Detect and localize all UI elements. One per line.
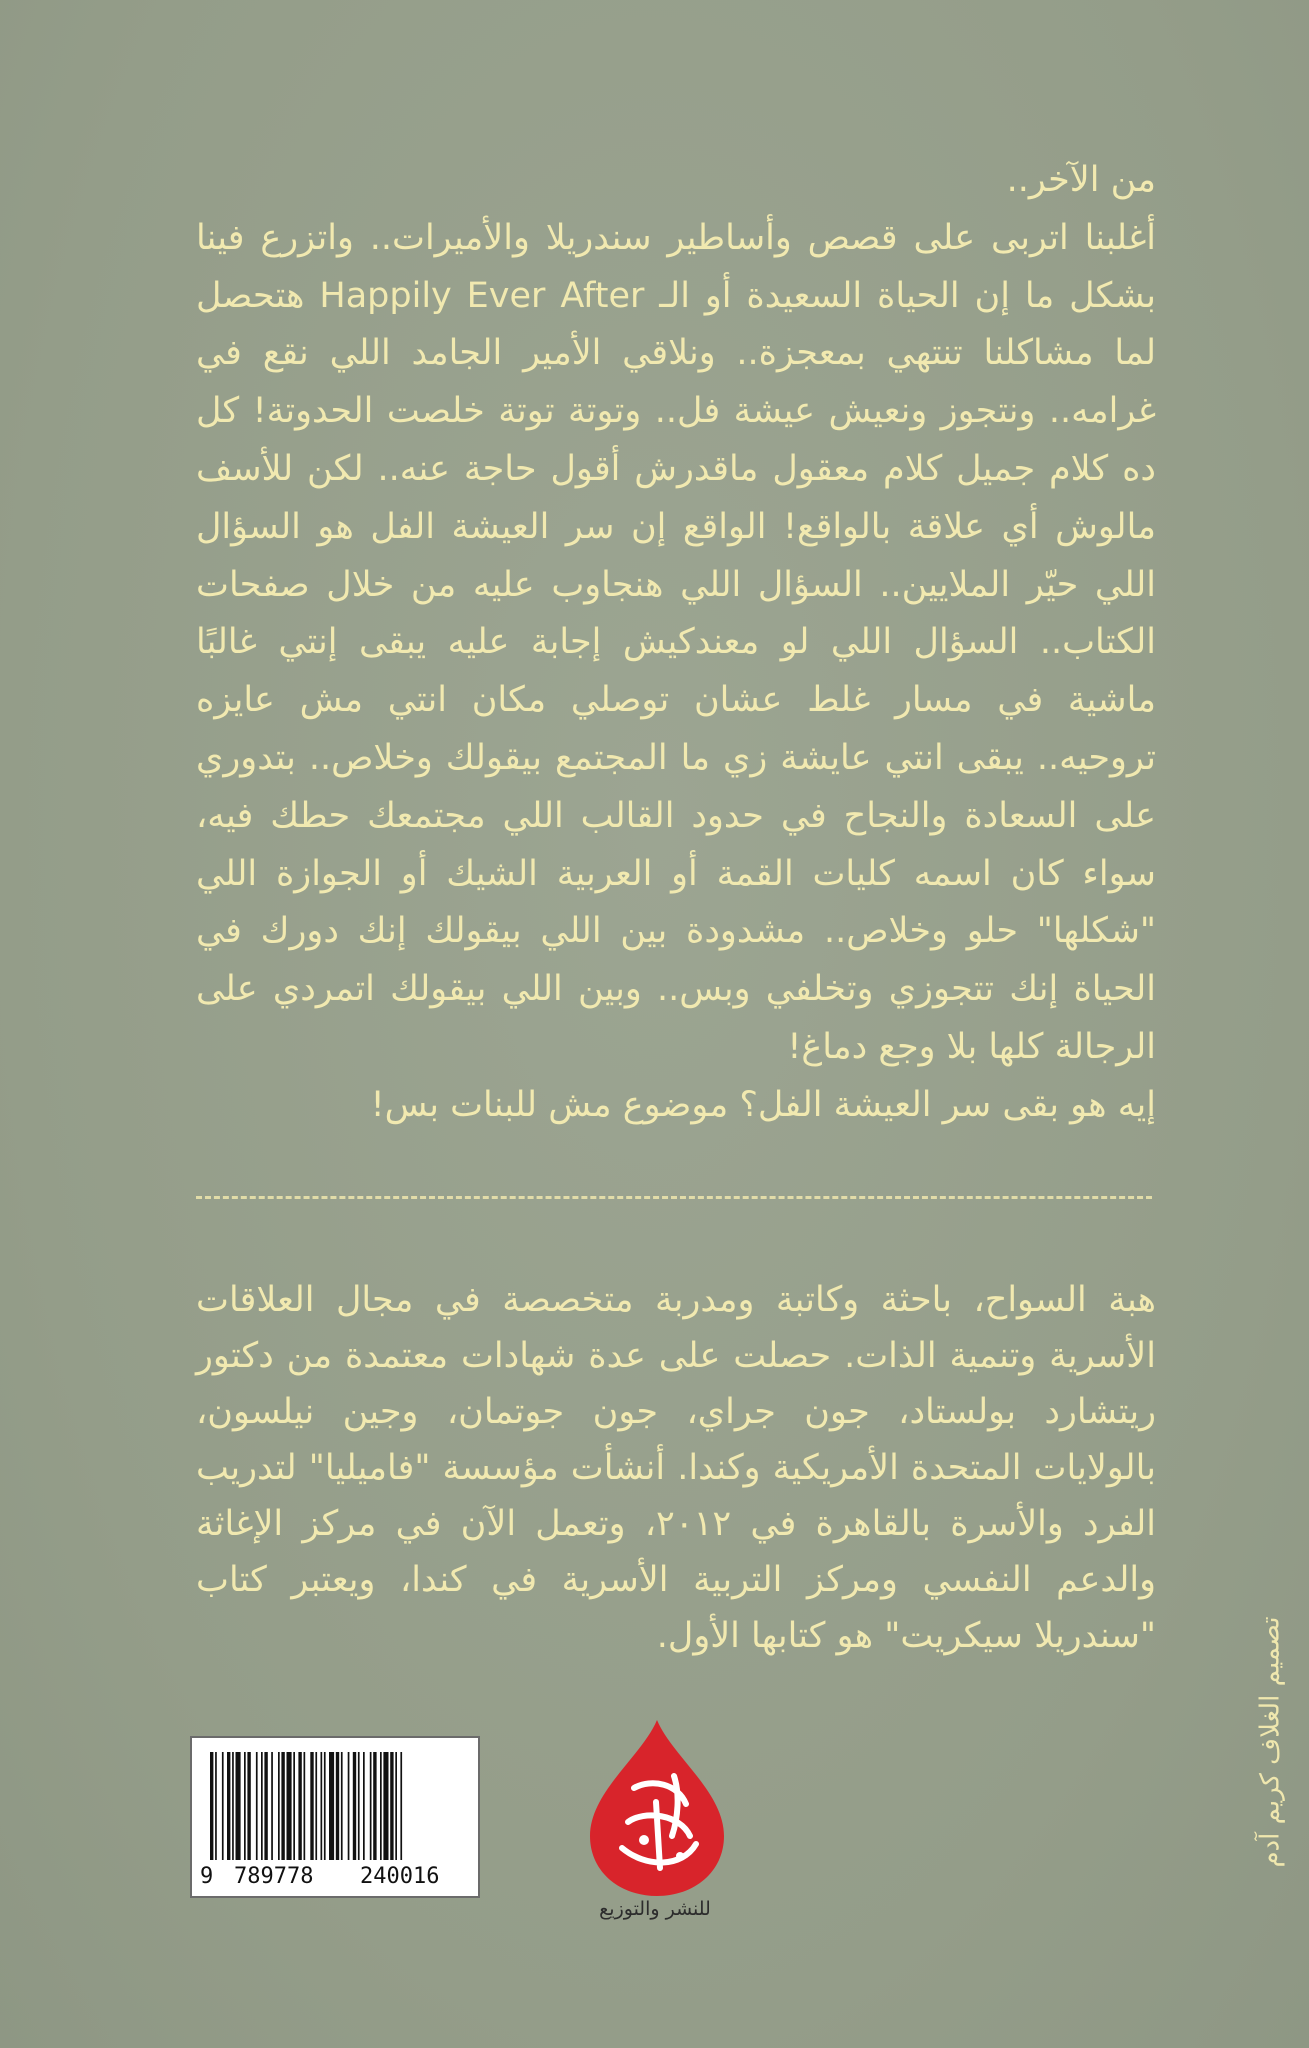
barcode-bar [321, 1752, 323, 1860]
barcode-bar [264, 1752, 267, 1860]
barcode-bars [208, 1752, 464, 1860]
cover-design-credit-text: تصميم الغلاف كريم آدم [1256, 1616, 1287, 1868]
publisher-tagline: للنشر والتوزيع [599, 1898, 711, 1920]
barcode-digit-first: 9 [200, 1864, 214, 1889]
author-bio: هبة السواح، باحثة وكاتبة ومدربة متخصصة في مجال العلاقات الأسرية وتنمية الذات. حصلت على عدة شهادات معتمدة من دكتور ريتشارد بولستاد، جون جراي، جون جوتمان، وجين نيلسون، بالولايات المتحدة الأمريكية وكندا. أنشأت مؤسسة "فاميليا" لتدريب الفرد والأسرة بالقاهرة في ٢٠١٢، وتعمل الآن في مركز الإغاثة والدعم النفسي ومركز التربية الأسرية في كندا، ويعتبر كتاب "سندريلا سيكريت" هو كتابها الأول. [196, 1280, 1156, 1656]
barcode-bar [336, 1752, 339, 1860]
barcode-bar [373, 1752, 376, 1860]
barcode-bar [341, 1752, 343, 1860]
barcode-bar [310, 1752, 313, 1860]
barcode-bar [358, 1752, 360, 1860]
barcode-bar [261, 1752, 263, 1860]
barcode-bar [370, 1752, 372, 1860]
barcode-bar [281, 1752, 284, 1860]
barcode-bar [271, 1752, 273, 1860]
barcode-bar [380, 1752, 382, 1860]
barcode-bar [348, 1752, 350, 1860]
barcode-bar [395, 1752, 397, 1860]
barcode-bar [247, 1752, 250, 1860]
logo-dot [639, 1835, 649, 1845]
dashed-divider [196, 1196, 1152, 1199]
barcode-bar [222, 1752, 224, 1860]
barcode-bar [363, 1752, 365, 1860]
barcode-bar [304, 1752, 306, 1860]
blurb-paragraph-closing: إيه هو بقى سر العيشة الفل؟ موضوع مش للبنات بس! [370, 1084, 1156, 1125]
barcode-digits-right: 240016 [360, 1864, 440, 1889]
barcode-bar [256, 1752, 258, 1860]
barcode-bar [215, 1752, 217, 1860]
barcode-bar [298, 1752, 301, 1860]
barcode-bar [227, 1752, 230, 1860]
publisher-logo [582, 1718, 732, 1898]
barcode-bar [390, 1752, 393, 1860]
barcode-bar [329, 1752, 334, 1860]
barcode-bar [278, 1752, 280, 1860]
barcode-bar [244, 1752, 246, 1860]
cover-design-credit [1253, 1592, 1289, 1892]
barcode-bar [293, 1752, 295, 1860]
barcode-bar [353, 1752, 356, 1860]
barcode-bar [383, 1752, 388, 1860]
blurb-paragraph-body: أغلبنا اتربى على قصص وأساطير سندريلا والأميرات.. واتزرع فينا بشكل ما إن الحياة السعيدة أو الـ Happily Ever After هتحصل لما مشاكلنا تنتهي بمعجزة.. ونلاقي الأمير الجامد اللي نقع في غرامه.. ونتجوز ونعيش عيشة فل.. وتوتة توتة خلصت الحدوتة! كل ده كلام جميل كلام معقول ماقدرش أقول حاجة عنه.. لكن للأسف مالوش أي علاقة بالواقع! الواقع إن سر العيشة الفل هو السؤال اللي حيّر الملايين.. السؤال اللي هنجاوب عليه من خلال صفحات الكتاب.. السؤال اللي لو معندكيش إجابة عليه يبقى إنتي غالبًا ماشية في مسار غلط عشان توصلي مكان انتي مش عايزه تروحيه.. يبقى انتي عايشة زي ما المجتمع بيقولك وخلاص.. بتدوري على السعادة والنجاح في حدود القالب اللي مجتمعك حطك فيه، سواء كان اسمه كليات القمة أو العربية الشيك أو الجوازة اللي "شكلها" حلو وخلاص.. مشدودة بين اللي بيقولك إنك دورك في الحياة إنك تتجوزي وتخلفي وبس.. وبين اللي بيقولك اتمردي على الرجالة كلها بلا وجع دماغ! [196, 217, 1156, 1067]
blurb-text [196, 152, 1156, 1135]
blurb-paragraph-intro: من الآخر.. [1006, 160, 1156, 200]
barcode-bar [232, 1752, 234, 1860]
isbn-barcode [190, 1736, 480, 1898]
barcode-bar [236, 1752, 241, 1860]
barcode-bar [210, 1752, 213, 1860]
barcode-digits [200, 1858, 472, 1892]
barcode-digits-left: 789778 [234, 1864, 314, 1889]
barcode-bar [400, 1752, 402, 1860]
logo-dot [676, 1852, 684, 1860]
barcode-bar [287, 1752, 292, 1860]
barcode-bar [315, 1752, 317, 1860]
barcode-bar [324, 1752, 326, 1860]
